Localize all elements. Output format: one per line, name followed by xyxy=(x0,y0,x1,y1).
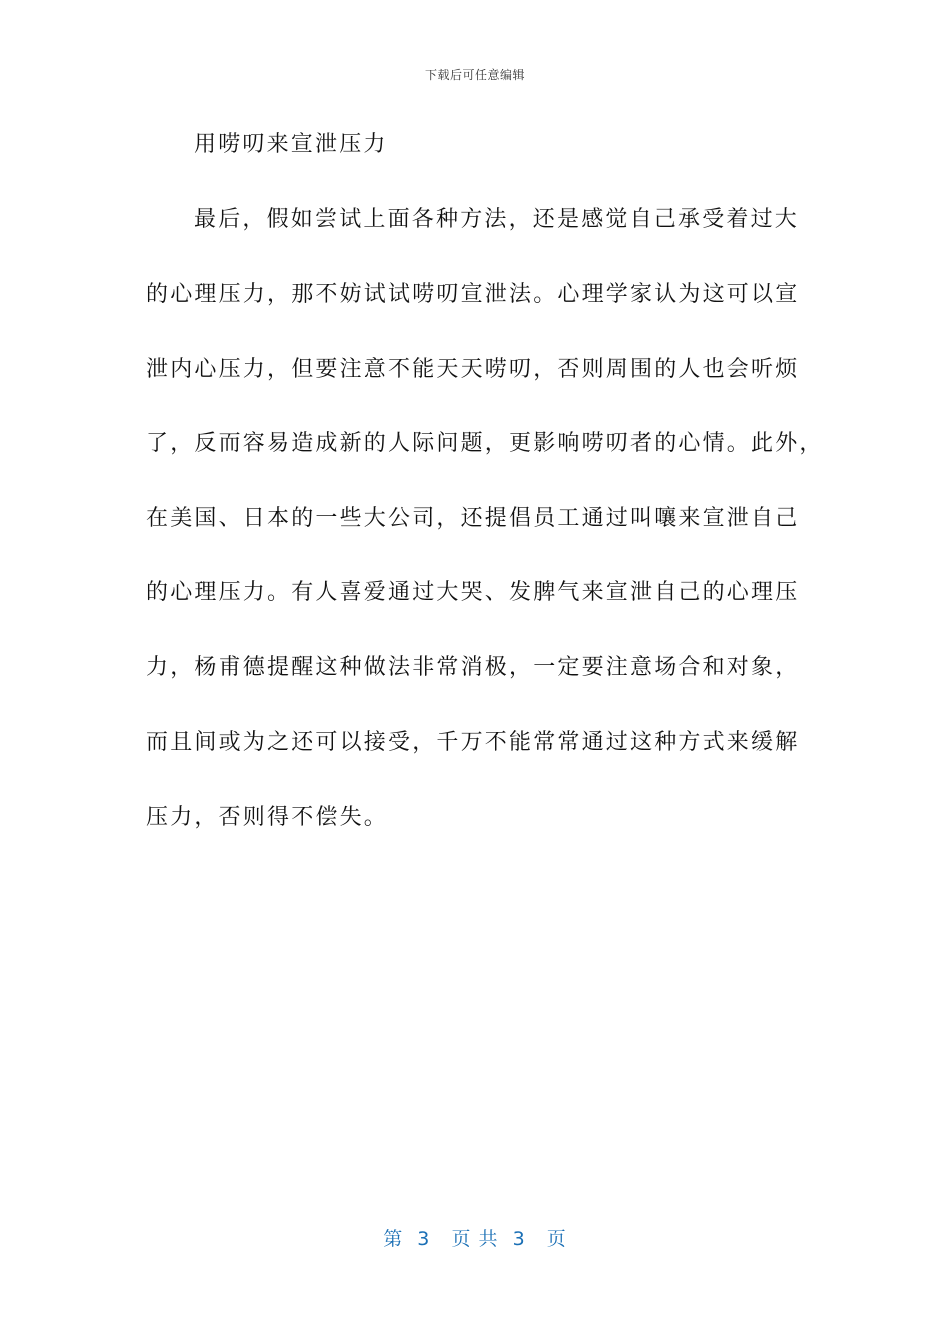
paragraph-line: 了，反而容易造成新的人际问题，更影响唠叨者的心情。此外， xyxy=(146,431,824,456)
paragraph-line: 的心理压力。有人喜爱通过大哭、发脾气来宣泄自己的心理压 xyxy=(146,580,800,605)
paragraph-line: 力，杨甫德提醒这种做法非常消极，一定要注意场合和对象， xyxy=(146,655,800,680)
paragraph-line: 的心理压力，那不妨试试唠叨宣泄法。心理学家认为这可以宣 xyxy=(146,282,800,307)
paragraph-line: 最后，假如尝试上面各种方法，还是感觉自己承受着过大 xyxy=(194,207,800,232)
paragraph-line: 而且间或为之还可以接受，千万不能常常通过这种方式来缓解 xyxy=(146,730,800,755)
paragraph-line: 泄内心压力，但要注意不能天天唠叨，否则周围的人也会听烦 xyxy=(146,357,800,382)
paragraph-line: 压力，否则得不偿失。 xyxy=(146,805,389,830)
paragraph-line: 在美国、日本的一些大公司，还提倡员工通过叫嚷来宣泄自己 xyxy=(146,506,800,531)
header-note: 下载后可任意编辑 xyxy=(424,68,525,82)
page-number-footer: 第 3 页 共 3 页 xyxy=(383,1228,567,1250)
section-heading: 用唠叨来宣泄压力 xyxy=(194,132,388,157)
